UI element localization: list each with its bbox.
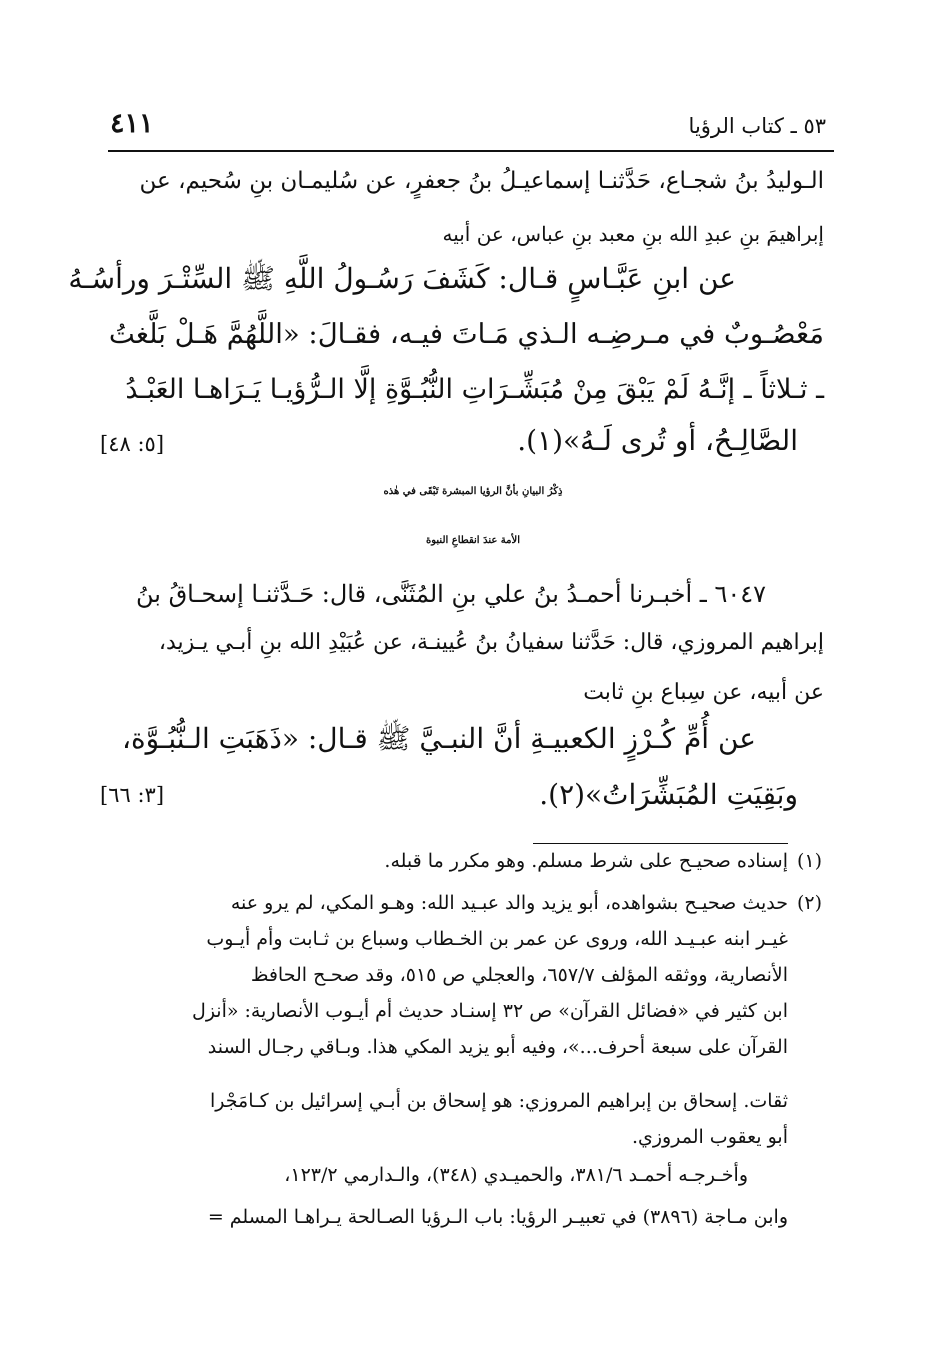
page-number: ٤١١ xyxy=(110,108,154,139)
matn-line: ـ ثـلاثاً ـ إنَّـهُ لَمْ يَبْقَ مِنْ مُبَشِّـرَاتِ النُّبُـوَّةِ إلَّا الـرُّؤيـا يَـرَاهـا العَبْـدُ xyxy=(125,374,824,405)
header-rule xyxy=(108,150,834,152)
footnote-1: إسناده صحيـح على شرط مسلم. وهو مكرر ما قبله. xyxy=(384,850,788,872)
footnote-2-line: غيـر ابنه عبـيـد الله، وروى عن عمر بن الخـطاب وسباع بن ثـابت وأم أيـوب xyxy=(206,928,788,950)
footnote-2-line: وأخـرجـه أحمـد ٣٨١/٦، والحميـدي (٣٤٨)، والـدارمي ١٢٣/٢، xyxy=(284,1164,748,1186)
isnad-line: إبراهيم المروزي، قال: حَدَّثنا سفيانُ بنُ عُيينـة، عن عُبَيْدِ الله بنِ أبـي يـزيد، xyxy=(158,630,824,655)
footnote-2-line: حديث صحيـح بشواهده، أبو يزيد والد عبـيد الله: وهـو المكي، لم يرو عنه xyxy=(230,892,788,914)
page-header xyxy=(110,108,826,148)
isnad-line: ٦٠٤٧ ـ أخبـرنا أحمـدُ بنُ علي بنِ المُثَنَّى، قال: حَـدَّثنـا إسحـاقُ بنُ xyxy=(135,580,766,608)
footnote-2-line: أبو يعقوب المروزي. xyxy=(631,1126,788,1148)
footnote-2-line: الأنصارية، ووثقه المؤلف ٦٥٧/٧، والعجلي ص ٥١٥، وقد صحـح الحافظ xyxy=(250,964,788,986)
matn-line: عن أُمِّ كُـرْزٍ الكعبيـةِ أنَّ النبـيَّ ﷺ قـال: «ذَهَبَتِ الـنُّبُـوَّة، xyxy=(121,722,756,755)
section-heading: الأمة عندَ انقطاعِ النبوة xyxy=(426,535,520,546)
footnote-rule xyxy=(533,843,788,844)
footnote-2-line: ابن كثير في «فضائل القرآن» ص ٣٢ إسنـاد حديث أم أيـوب الأنصارية: «أنزل xyxy=(192,1000,788,1022)
footnote-2-line: ثقات. إسحاق بن إبراهيم المروزي: هو إسحاق بن أبـي إسرائيل بن كـامَجْرا xyxy=(210,1090,788,1112)
matn-line: وبَقِيَتِ المُبَشِّرَاتُ»(٢). xyxy=(539,778,798,811)
hadith-reference: [٥: ٤٨] xyxy=(100,432,165,456)
matn-line: مَعْصُـوبٌ في مـرضِـه الـذي مَـاتَ فيـه، فقـالَ: «اللَّهُمَّ هَـلْ بَلَّغتُ xyxy=(108,318,824,350)
footnote-2-line: القرآن على سبعة أحرف...»، وفيه أبو يزيد المكي هذا. وبـاقي رجـال السند xyxy=(207,1036,788,1058)
section-heading: ذِكْرُ البيانِ بأنَّ الرؤيا المبشرة تَبْقَى في هٰذه xyxy=(383,486,563,497)
matn-line: عن ابنِ عَبَّـاسٍ قـال: كَشَفَ رَسُـولُ اللَّهِ ﷺ السِّتْـرَ ورأسُـهُ xyxy=(68,262,736,295)
hadith-reference: [٣: ٦٦] xyxy=(100,783,165,807)
isnad-line: إبراهيمَ بنِ عبدِ الله بنِ معبد بنِ عباس، عن أبيه xyxy=(442,222,824,246)
matn-line: الصَّالِـحُ، أو تُرى لَـهُ»(١). xyxy=(517,424,798,457)
footnote-2-line: وابن مـاجة (٣٨٩٦) في تعبيـر الرؤيا: باب الـرؤيا الصـالحة يـراهـا المسلم = xyxy=(207,1206,788,1228)
isnad-line: الـوليدُ بنُ شجـاع، حَدَّثنـا إسماعيـلُ بنُ جعفرٍ، عن سُليمـان بنِ سُحيم، عن xyxy=(139,168,824,194)
footnote-marker: (١) xyxy=(796,850,822,872)
footnote-marker: (٢) xyxy=(796,892,822,914)
isnad-line: عن أبيه، عن سِباع بنِ ثابت xyxy=(583,680,824,705)
chapter-title: ٥٣ ـ كتاب الرؤيا xyxy=(688,114,826,138)
